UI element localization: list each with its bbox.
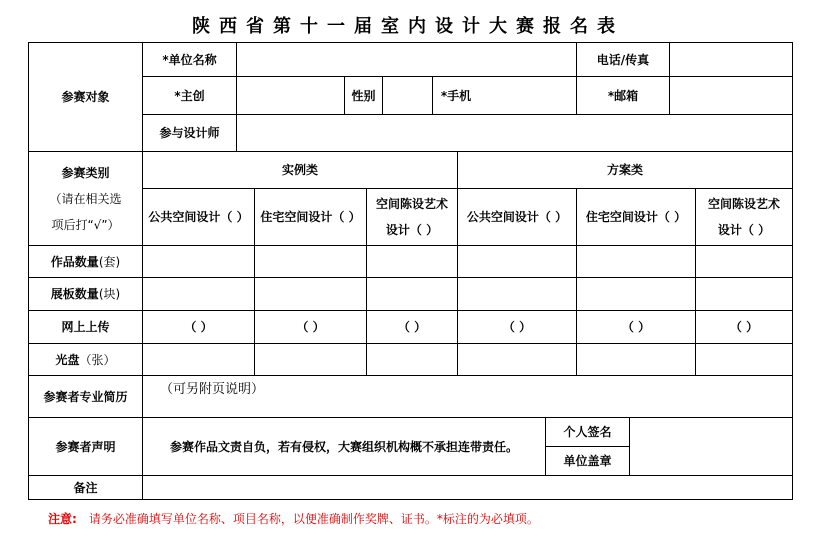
decor-art-line1: 空间陈设艺术 bbox=[707, 197, 780, 211]
disc-count-label: 光盘 （张） bbox=[55, 352, 116, 367]
online-upload-mark[interactable]: （ ） bbox=[296, 320, 325, 334]
note-label: 注意: bbox=[48, 512, 77, 526]
proposal-public-space-option[interactable]: 公共空间设计（ ） bbox=[466, 210, 568, 224]
email-label: *邮箱 bbox=[607, 88, 639, 103]
note-text: 请务必准确填写单位名称、项目名称，以便准确制作奖牌、证书。*标注的为必填项。 bbox=[88, 512, 539, 526]
declaration-label: 参赛者声明 bbox=[55, 439, 116, 454]
resume-label: 参赛者专业简历 bbox=[43, 389, 128, 404]
category-hint-line1: （请在相关选 bbox=[49, 191, 122, 206]
built-decor-art-option[interactable] bbox=[367, 189, 457, 245]
phone-fax-label: 电话/传真 bbox=[596, 52, 650, 67]
signature-field[interactable] bbox=[630, 418, 792, 475]
personal-signature-label: 个人签名 bbox=[563, 425, 612, 439]
decor-art-line1: 空间陈设艺术 bbox=[375, 197, 448, 211]
category-label-cell bbox=[29, 152, 142, 245]
unit-seal-label: 单位盖章 bbox=[563, 454, 612, 468]
unit-name-field[interactable] bbox=[237, 43, 576, 76]
lead-designer-field[interactable] bbox=[237, 77, 344, 114]
built-category-header: 实例类 bbox=[281, 163, 318, 177]
boards-count-label: 展板数量 (块) bbox=[50, 287, 121, 301]
gender-label: 性别 bbox=[351, 88, 376, 103]
mobile-label: *手机 bbox=[440, 88, 472, 103]
online-upload-mark[interactable]: （ ） bbox=[184, 320, 213, 334]
footer-note bbox=[48, 510, 539, 527]
built-public-space-option[interactable]: 公共空间设计（ ） bbox=[148, 210, 249, 224]
remarks-field[interactable] bbox=[143, 476, 792, 499]
online-upload-mark[interactable]: （ ） bbox=[621, 320, 651, 334]
online-upload-label: 网上上传 bbox=[61, 320, 110, 334]
decor-art-line2: 设计（ ） bbox=[717, 223, 771, 237]
proposal-residential-space-option[interactable]: 住宅空间设计（ ） bbox=[585, 210, 687, 224]
designers-label: 参与设计师 bbox=[159, 126, 220, 140]
email-field[interactable] bbox=[670, 77, 792, 114]
remarks-label: 备注 bbox=[73, 480, 98, 495]
resume-hint: （可另附页说明） bbox=[160, 382, 265, 397]
participant-section-label: 参赛对象 bbox=[61, 90, 110, 104]
declaration-text: 参赛作品文责自负，若有侵权，大赛组织机构概不承担连带责任。 bbox=[169, 439, 518, 454]
mobile-field[interactable] bbox=[480, 77, 576, 114]
online-upload-mark[interactable]: （ ） bbox=[729, 320, 759, 334]
proposal-category-header: 方案类 bbox=[606, 163, 643, 177]
unit-name-label: *单位名称 bbox=[162, 52, 217, 67]
category-label: 参赛类别 bbox=[61, 165, 110, 180]
decor-art-line2: 设计（ ） bbox=[385, 223, 439, 237]
proposal-decor-art-option[interactable] bbox=[696, 189, 792, 245]
form-title: 陕西省第十一届室内设计大赛报名表 bbox=[192, 16, 624, 37]
online-upload-mark[interactable]: （ ） bbox=[397, 320, 427, 334]
online-upload-mark[interactable]: （ ） bbox=[502, 320, 532, 334]
lead-designer-label: *主创 bbox=[174, 88, 205, 103]
designers-field[interactable] bbox=[237, 115, 792, 151]
gender-field[interactable] bbox=[383, 77, 432, 114]
phone-fax-field[interactable] bbox=[670, 43, 792, 76]
works-count-label: 作品数量 (套) bbox=[50, 254, 121, 269]
category-hint-line2: 项后打“√”） bbox=[51, 217, 120, 232]
built-residential-space-option[interactable]: 住宅空间设计（ ） bbox=[260, 210, 361, 224]
